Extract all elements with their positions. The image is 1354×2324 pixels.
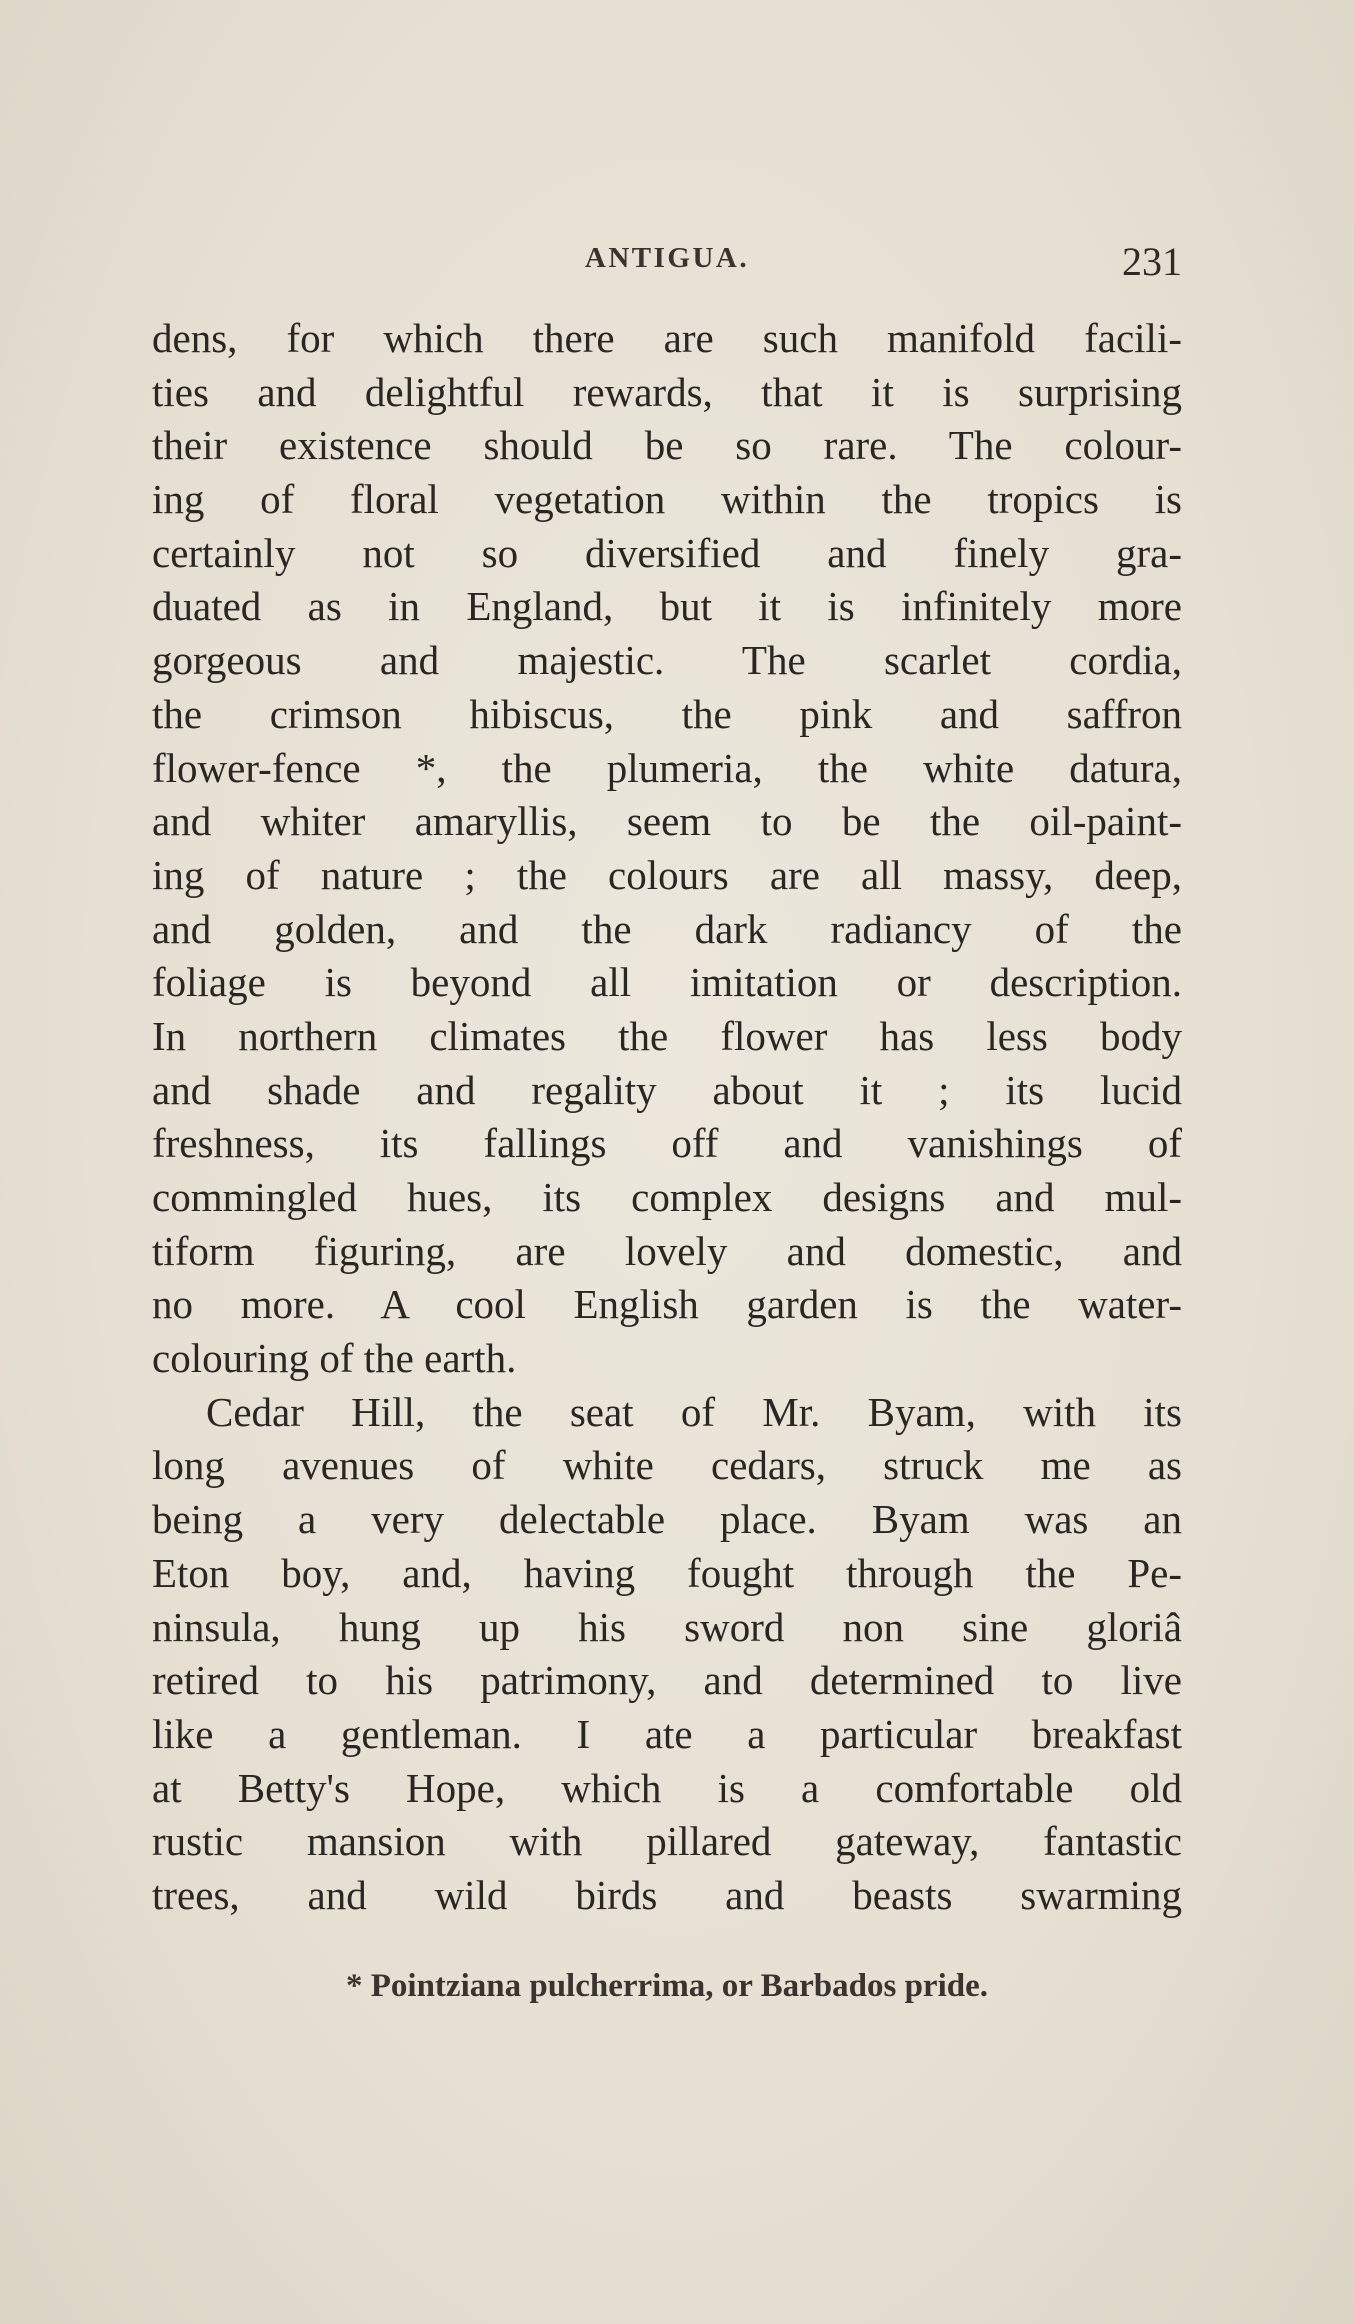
text-line: flower-fence *, the plumeria, the white datura, (152, 744, 1182, 791)
text-line: foliage is beyond all imitation or description. (152, 959, 1182, 1006)
text-line: rustic mansion with pillared gateway, fantastic (152, 1818, 1182, 1865)
text-line: long avenues of white cedars, struck me as (152, 1442, 1182, 1489)
text-line: freshness, its fallings off and vanishings of (152, 1120, 1182, 1167)
text-line: the crimson hibiscus, the pink and saffron (152, 690, 1182, 737)
text-line: ing of nature ; the colours are all massy, deep, (152, 851, 1182, 898)
text-line: no more. A cool English garden is the water- (152, 1281, 1182, 1328)
text-line: commingled hues, its complex designs and mul- (152, 1174, 1182, 1220)
footnote: * Pointziana pulcherrima, or Barbados pride. (346, 1968, 988, 2004)
text-line: ninsula, hung up his sword non sine gloriâ (152, 1603, 1182, 1650)
body-text (152, 312, 1182, 1923)
text-line: gorgeous and majestic. The scarlet cordia, (152, 637, 1182, 684)
text-line: trees, and wild birds and beasts swarming (152, 1871, 1182, 1918)
text-line: retired to his patrimony, and determined to live (152, 1657, 1182, 1704)
running-title: ANTIGUA. (584, 242, 750, 274)
text-line: Eton boy, and, having fought through the Pe- (152, 1549, 1182, 1596)
paragraph-last-line: colouring of the earth. (152, 1335, 517, 1382)
text-line: and golden, and the dark radiancy of the (152, 905, 1182, 952)
text-line: In northern climates the flower has less body (152, 1012, 1182, 1059)
text-line: tiform figuring, are lovely and domestic, and (152, 1227, 1182, 1274)
text-line: being a very delectable place. Byam was an (152, 1496, 1182, 1543)
text-line: and whiter amaryllis, seem to be the oil-paint- (152, 798, 1182, 845)
text-line: and shade and regality about it ; its lucid (152, 1066, 1182, 1113)
text-line: their existence should be so rare. The colour- (152, 422, 1182, 469)
page-header (152, 238, 1182, 288)
text-line: duated as in England, but it is infinitely more (152, 583, 1182, 630)
text-line: like a gentleman. I ate a particular breakfast (152, 1710, 1182, 1757)
text-line: ing of floral vegetation within the tropics is (152, 476, 1182, 523)
text-line: ties and delightful rewards, that it is surprising (152, 368, 1182, 415)
page-number: 231 (1122, 239, 1182, 284)
text-line: at Betty's Hope, which is a comfortable old (152, 1764, 1182, 1811)
paragraph-first-line: Cedar Hill, the seat of Mr. Byam, with its (206, 1388, 1182, 1435)
text-line: certainly not so diversified and finely gra- (152, 529, 1182, 576)
text-line: dens, for which there are such manifold facili- (152, 315, 1182, 361)
